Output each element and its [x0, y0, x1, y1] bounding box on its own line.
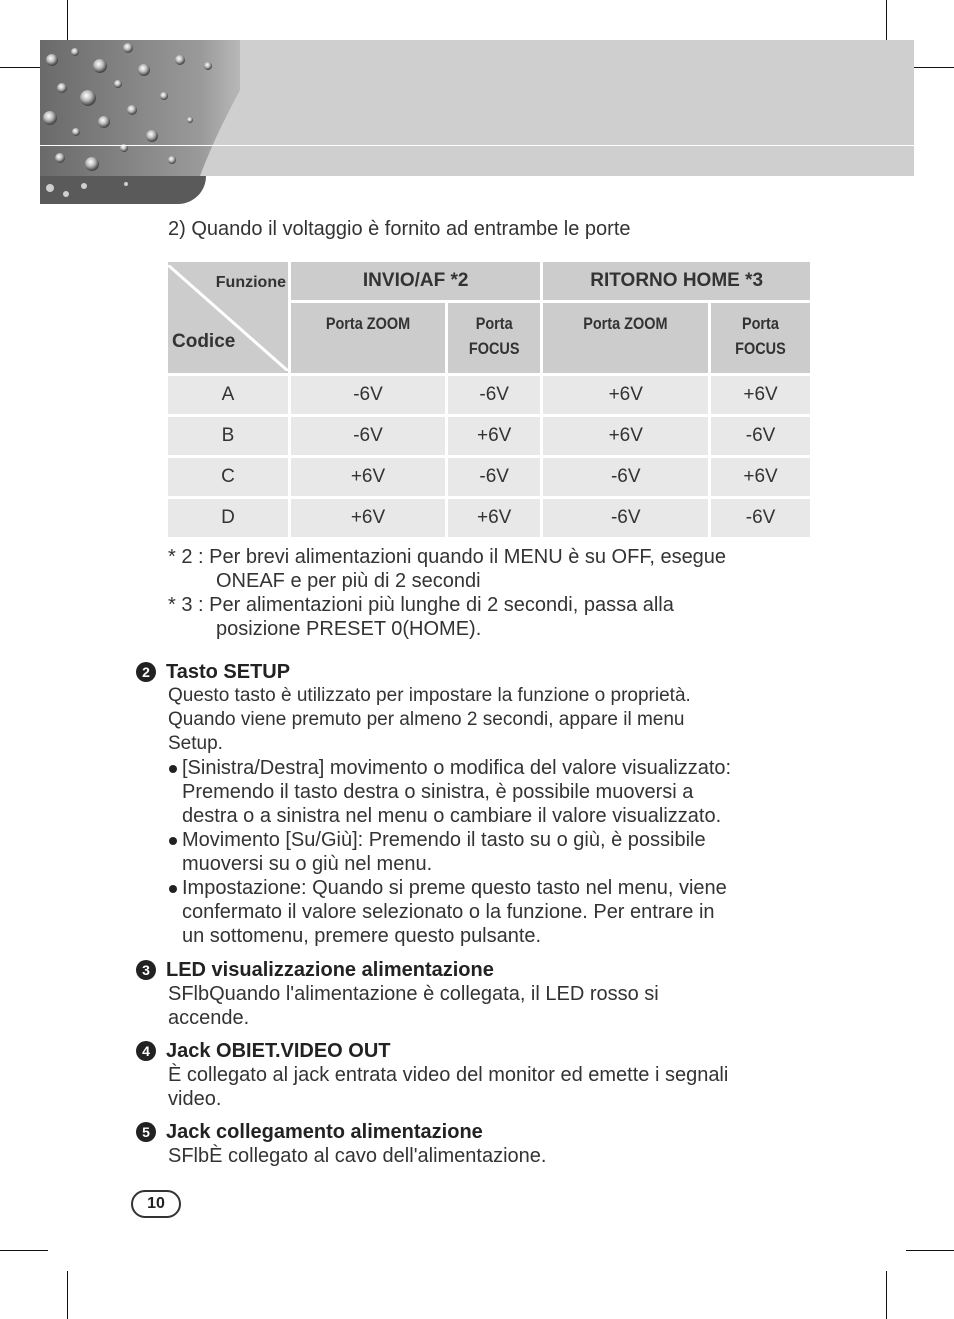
- crop-mark: [67, 1271, 68, 1319]
- group-header-invio: INVIO/AF *2: [291, 262, 540, 300]
- cell: -6V: [543, 458, 708, 496]
- subheader: Porta ZOOM: [543, 303, 708, 373]
- cell: +6V: [448, 499, 540, 537]
- cell: -6V: [291, 376, 445, 414]
- number-5-icon: 5: [136, 1122, 156, 1142]
- corner-diagonal: [168, 265, 288, 371]
- number-2-icon: 2: [136, 662, 156, 682]
- droplet-decoration: [40, 40, 240, 176]
- section-video-out: [136, 1039, 826, 1111]
- section-power-led: [136, 958, 826, 1030]
- row-code: A: [168, 376, 288, 414]
- table-row: [168, 417, 810, 455]
- subheader: Porta ZOOM: [291, 303, 445, 373]
- cell: +6V: [291, 499, 445, 537]
- section-title: LED visualizzazione alimentazione: [166, 959, 494, 981]
- group-header-ritorno: RITORNO HOME *3: [543, 262, 810, 300]
- cell: -6V: [291, 417, 445, 455]
- section-title: Tasto SETUP: [166, 661, 291, 683]
- footnote-2: * 2 : Per brevi alimentazioni quando il MENU è su OFF, esegue: [168, 546, 727, 568]
- crop-mark: [0, 1250, 48, 1251]
- list-item: Impostazione: Quando si preme questo tasto nel menu, viene confermato il valore selezionato o la funzione. Per entrare in un sottomenu, premere questo pulsante.: [168, 876, 826, 948]
- row-code: C: [168, 458, 288, 496]
- header-divider: [40, 145, 914, 146]
- table-row: [168, 376, 810, 414]
- list-item: [Sinistra/Destra] movimento o modifica del valore visualizzato: Premendo il tasto destra o sinistra, è possibile muoversi a destra o a sinistra nel menu o cambiare il valore visualizzato.: [168, 756, 826, 828]
- row-code: B: [168, 417, 288, 455]
- corner-bottom-label: Codice: [172, 330, 236, 352]
- crop-mark: [906, 1250, 954, 1251]
- section-body: È collegato al jack entrata video del monitor ed emette i segnali video.: [168, 1064, 729, 1110]
- corner-top-label: Funzione: [215, 273, 286, 291]
- table-corner: [168, 262, 288, 373]
- cell: -6V: [711, 417, 810, 455]
- page-number: 10: [131, 1190, 181, 1218]
- voltage-table: [165, 259, 813, 540]
- cell: -6V: [711, 499, 810, 537]
- footnote-3: * 3 : Per alimentazioni più lunghe di 2 secondi, passa alla: [168, 594, 674, 616]
- section-title: Jack collegamento alimentazione: [166, 1121, 483, 1143]
- section-body: SFlbÈ collegato al cavo dell'alimentazione.: [168, 1145, 547, 1167]
- cell: +6V: [291, 458, 445, 496]
- crop-mark: [886, 1271, 887, 1319]
- cell: +6V: [543, 417, 708, 455]
- number-3-icon: 3: [136, 960, 156, 980]
- cell: +6V: [543, 376, 708, 414]
- cell: +6V: [711, 376, 810, 414]
- subheader: Porta FOCUS: [711, 303, 810, 373]
- section-title: Jack OBIET.VIDEO OUT: [166, 1040, 391, 1062]
- list-item: Movimento [Su/Giù]: Premendo il tasto su o giù, è possibile muoversi su o giù nel menu.: [168, 828, 826, 876]
- subheader: Porta FOCUS: [448, 303, 540, 373]
- header-tab: [40, 176, 206, 204]
- cell: -6V: [543, 499, 708, 537]
- row-code: D: [168, 499, 288, 537]
- section-body: Questo tasto è utilizzato per impostare la funzione o proprietà. Quando viene premuto per almeno 2 secondi, appare il menu Setup.: [168, 685, 691, 754]
- table-row: [168, 458, 810, 496]
- footnotes: * 2 : Per brevi alimentazioni quando il MENU è su OFF, esegue ONEAF e per più di 2 secondi * 3 : Per alimentazioni più lunghe di 2 secondi, passa alla posizione PRESET 0(HOME).: [168, 545, 828, 641]
- cell: +6V: [448, 417, 540, 455]
- section-setup-button: [136, 660, 826, 948]
- cell: +6V: [711, 458, 810, 496]
- table-row: [168, 499, 810, 537]
- section-power-jack: [136, 1120, 826, 1168]
- cell: -6V: [448, 458, 540, 496]
- section-body: SFlbQuando l'alimentazione è collegata, il LED rosso si accende.: [168, 983, 659, 1029]
- cell: -6V: [448, 376, 540, 414]
- number-4-icon: 4: [136, 1041, 156, 1061]
- intro-text: 2) Quando il voltaggio è fornito ad entrambe le porte: [168, 218, 631, 240]
- bullet-list: [136, 756, 826, 948]
